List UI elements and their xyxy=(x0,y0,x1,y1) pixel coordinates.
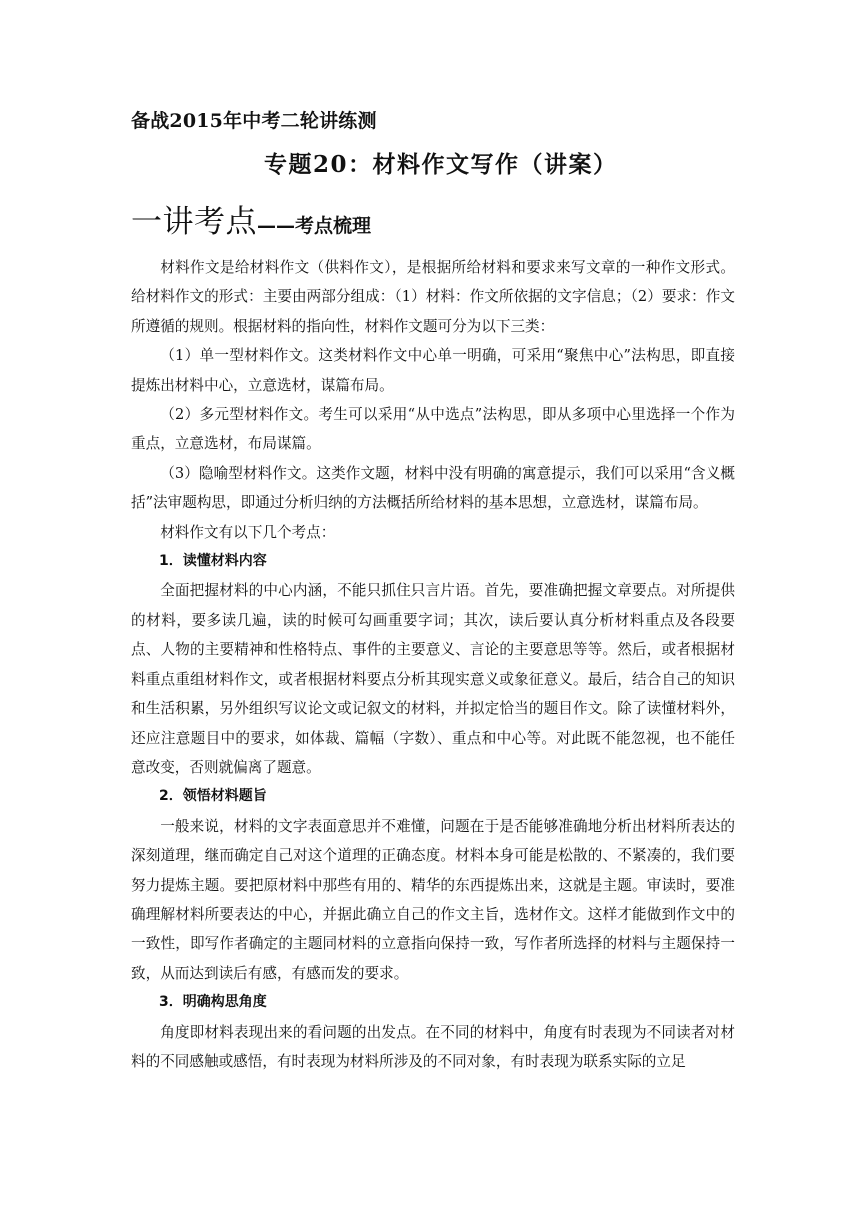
paragraph-intro: 材料作文是给材料作文（供料作文），是根据所给材料和要求来写文章的一种作文形式。给材料作文的形式：主要由两部分组成：（1）材料：作文所依据的文字信息；（2）要求：作文所遵循的规则。根据材料的指向性，材料作文题可分为以下三类： xyxy=(131,259,735,335)
subsection-text-2: 一般来说，材料的文字表面意思并不难懂，问题在于是否能够准确地分析出材料所表达的深刻道理，继而确定自己对这个道理的正确态度。材料本身可能是松散的、不紧凑的，我们要努力提炼主题。要把原材料中那些有用的、精华的东西提炼出来，这就是主题。审读时，要准确理解材料所要表达的中心，并据此确立自己的作文主旨，选材作文。这样才能做到作文中的一致性，即写作者确定的主题同材料的立意指向保持一致，写作者所选择的材料与主题保持一致，从而达到读后有感，有感而发的要求。 xyxy=(131,817,735,982)
paragraph-type-3: （3）隐喻型材料作文。这类作文题，材料中没有明确的寓意提示，我们可以采用“含义概括”法审题构思，即通过分析归纳的方法概括所给材料的基本思想，立意选材，谋篇布局。 xyxy=(131,464,735,512)
paragraph-type-2: （2）多元型材料作文。考生可以采用“从中选点”法构思，即从多项中心里选择一个作为重点，立意选材，布局谋篇。 xyxy=(131,406,735,453)
paragraph-type-1: （1）单一型材料作文。这类材料作文中心单一明确，可采用“聚焦中心”法构思，即直接提炼出材料中心，立意选材，谋篇布局。 xyxy=(131,347,735,394)
subsection-heading-3: 3．明确构思角度 xyxy=(159,994,267,1011)
section-heading-main: 一讲考点 xyxy=(131,204,257,240)
subsection-text-3: 角度即材料表现出来的看问题的出发点。在不同的材料中，角度有时表现为不同读者对材料的不同感触或感悟，有时表现为材料所涉及的不同对象，有时表现为联系实际的立足 xyxy=(131,1023,735,1070)
subsection-heading-2: 2．领悟材料题旨 xyxy=(159,788,267,805)
document-header: 备战2015年中考二轮讲练测 xyxy=(131,110,377,132)
paragraph-points-intro: 材料作文有以下几个考点： xyxy=(160,523,336,541)
subsection-heading-1: 1．读懂材料内容 xyxy=(159,553,267,570)
section-heading xyxy=(131,196,371,241)
document-title: 专题20：材料作文写作（讲案） xyxy=(264,151,618,178)
section-heading-sub: ——考点梳理 xyxy=(257,215,372,237)
subsection-text-1: 全面把握材料的中心内涵，不能只抓住只言片语。首先，要准确把握文章要点。对所提供的材料，要多读几遍，读的时候可勾画重要字词；其次，读后要认真分析材料重点及各段要点、人物的主要精神和性格特点、事件的主要意义、言论的主要意思等等。然后，或者根据材料重点重组材料作文，或者根据材料要点分析其现实意义或象征意义。最后，结合自己的知识和生活积累，另外组织写议论文或记叙文的材料，并拟定恰当的题目作文。除了读懂材料外，还应注意题目中的要求，如体裁、篇幅（字数）、重点和中心等。对此既不能忽视，也不能任意改变，否则就偏离了题意。 xyxy=(131,582,735,776)
document-body xyxy=(131,253,735,1076)
